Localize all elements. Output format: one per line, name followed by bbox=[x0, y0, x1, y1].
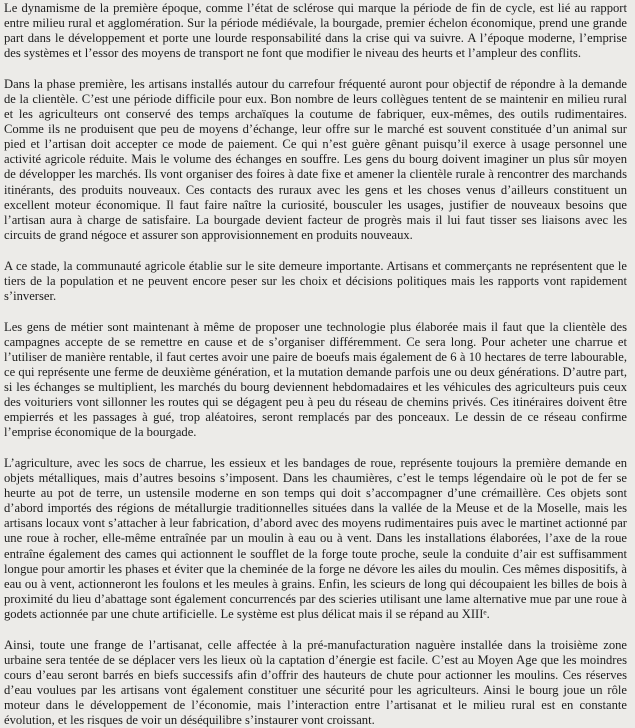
paragraph-1: Le dynamisme de la première époque, comme l’état de sclérose qui marque la période de fin de cycle, est lié au rapport entre milieu rural et agglomération. Sur la période médiévale, la bourgade, premier échelon économique, prend une grande part dans le développement et porte une lourde responsabilité dans la crise qui va suivre. A l’époque moderne, l’emprise des systèmes et l’essor des moyens de transport ne font que modifier le niveau des heurts et l’ampleur des conflits. bbox=[4, 1, 627, 61]
paragraph-4: Les gens de métier sont maintenant à même de proposer une technologie plus élaborée mais il faut que la clientèle des campagnes accepte de se remettre en cause et de s’organiser différemment. Ce sera long. Pour acheter une charrue et l’utiliser de manière rentable, il faut certes avoir une paire de boeufs mais également de 6 à 10 hectares de terre labourable, ce qui représente une ferme de deuxième génération, et la mutation demande parfois une ou deux générations. D’autre part, si les échanges se multiplient, les marchés du bourg deviennent hebdomadaires et les véhicules des agriculteurs puis ceux des voituriers vont sillonner les routes qui se dégagent peu à peu du réseau de chemins privés. Ces itinéraires doivent être empierrés et les passages à gué, trop aléatoires, seront remplacés par des ponceaux. Le dessin de ce réseau confirme l’emprise économique de la bourgade. bbox=[4, 319, 627, 440]
paragraph-2: Dans la phase première, les artisans installés autour du carrefour fréquenté auront pour objectif de répondre à la demande de la clientèle. C’est une période difficile pour eux. Bon nombre de leurs collègues tentent de se maintenir en milieu rural et les agriculteurs ont conservé des temps archaïques la coutume de fabriquer, eux-mêmes, des outils rudimentaires. Comme ils ne produisent que peu de moyens d’échange, leur offre sur le marché est souvent constituée d’un animal sur pied et l’artisan doit accepter ce mode de paiement. Ce qui n’est guère gênant puisqu’il exerce à usage personnel une activité agricole réduite. Mais le volume des échanges en souffre. Les gens du bourg doivent imaginer un plus sûr moyen de développer les marchés. Ils vont organiser des foires à date fixe et amener la clientèle rurale à rencontrer des marchands itinérants, des produits nouveaux. Ces contacts des ruraux avec les gens et les choses venus d’ailleurs constituent un excellent moteur économique. Il faut faire naître la curiosité, bousculer les usages, justifier de nouveaux besoins que l’artisan aura à charge de satisfaire. La bourgade devient facteur de progrès mais il lui faut tisser ses liaisons avec les circuits de grand négoce et assurer son approvisionnement en produits nouveaux. bbox=[4, 77, 627, 242]
paragraph-3: A ce stade, la communauté agricole établie sur le site demeure importante. Artisans et commerçants ne représentent que le tiers de la population et ne peuvent encore peser sur les choix et décisions politiques mais les rapports vont rapidement s’inverser. bbox=[4, 258, 627, 303]
paragraph-6: Ainsi, toute une frange de l’artisanat, celle affectée à la pré-manufacturation naguère installée dans la troisième zone urbaine sera tentée de se déplacer vers les lieux où la captation d’énergie est facile. C’est au Moyen Age que les moindres cours d’eau seront barrés en biefs successifs afin d’offrir des hauteurs de chute pour actionner les moulins. Ces réserves d’eau voulues par les artisans vont également constituer une sécurité pour les agriculteurs. Ainsi le bourg joue un rôle moteur dans le développement de l’économie, mais l’interaction entre l’artisanat et le milieu rural est en constante évolution, et les risques de voir un déséquilibre s’instaurer vont croissant. bbox=[4, 637, 627, 727]
paragraph-5: L’agriculture, avec les socs de charrue, les essieux et les bandages de roue, représente toujours la première demande en objets métalliques, mais d’autres besoins s’imposent. Dans les chaumières, c’est le temps légendaire où le pot de fer se heurte au pot de terre, un ustensile moderne en son temps qui doit s’accompagner d’une crémaillère. Ces objets sont d’abord importés des régions de métallurgie traditionnelles situées dans la vallée de la Meuse et de la Moselle, mais les artisans locaux vont s’attacher à leur fabrication, d’abord avec des moyens rudimentaires puis avec le martinet actionné par une roue à rocher, elle-même entraînée par un moulin à eau ou à vent. Dans les installations élaborées, l’axe de la roue entraîne également des cames qui actionnent le soufflet de la forge toute proche, seule la conduite d’air est suffisamment longue pour amortir les phases et éviter que la cheminée de la forge ne dévore les ailes du moulin. Ces mêmes dispositifs, à eau ou à vent, actionneront les foulons et les meules à grains. Enfin, les scieurs de long qui découpaient les billes de bois à proximité du lieu d’abattage sont également concurrencés par des scieries utilisant une lame alternative mue par une roue à godets actionnée par une chute artificielle. Le système est plus délicat mais il se répand au XIIIᵉ. bbox=[4, 456, 627, 621]
